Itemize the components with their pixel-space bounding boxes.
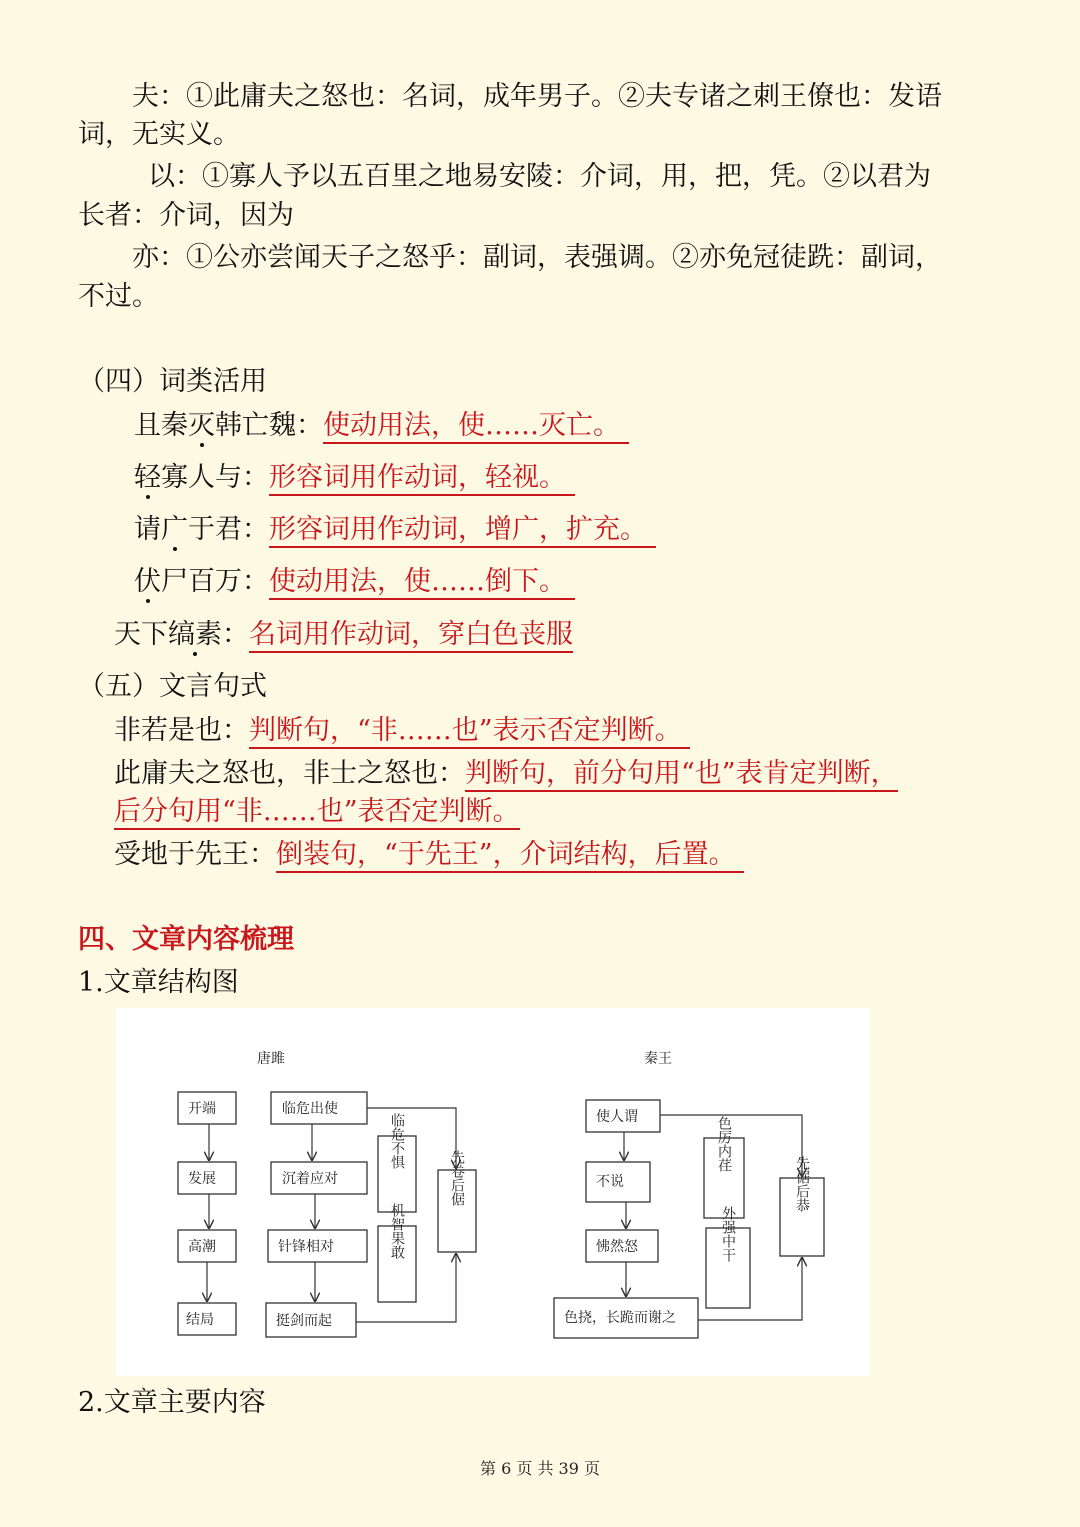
stage-label-4: 结局	[186, 1312, 214, 1328]
answer-text: 形容词用作动词，增广，扩充。	[269, 514, 656, 548]
answer-text: 判断句，“非……也”表示否定判断。	[249, 715, 690, 749]
sentence-pattern-item-continued	[114, 793, 520, 831]
item-suffix: 韩亡魏：	[215, 410, 323, 441]
question-text: 此庸夫之怒也，非士之怒也：	[114, 758, 465, 789]
qin-trait-label-2: 外强中干	[720, 1206, 736, 1262]
answer-text: 判断句，前分句用“也”表肯定判断，	[465, 758, 898, 792]
question-text: 非若是也：	[114, 715, 249, 746]
tang-trait-label-2: 机智果敢	[389, 1203, 405, 1259]
answer-text: 使动用法，使……灭亡。	[323, 410, 629, 444]
sentence-pattern-item	[114, 755, 898, 793]
word-class-item	[134, 511, 656, 549]
answer-text: 倒装句，“于先王”，介词结构，后置。	[276, 839, 744, 873]
item-prefix: 且秦	[134, 410, 188, 441]
tang-action-label-3: 针锋相对	[278, 1239, 334, 1255]
item-suffix: 寡人与：	[161, 462, 269, 493]
stage-label-3: 高潮	[188, 1239, 216, 1255]
part-heading: 四、文章内容梳理	[78, 924, 294, 955]
item-suffix: 于君：	[188, 514, 269, 545]
answer-text: 后分句用“非……也”表否定判断。	[114, 796, 520, 830]
word-class-item	[134, 407, 629, 445]
vocab-fu-line1: 夫：①此庸夫之怒也：名词，成年男子。②夫专诸之刺王僚也：发语	[132, 81, 942, 112]
section-heading-sentence-pattern: （五）文言句式	[78, 671, 267, 702]
vocab-yi-line2: 长者：介词，因为	[78, 200, 294, 231]
qin-action-label-4: 色挠，长跪而谢之	[564, 1310, 676, 1326]
tang-action-label-1: 临危出使	[282, 1101, 338, 1117]
left-title: 唐雎	[257, 1051, 285, 1067]
dotted-char: 广	[161, 514, 188, 545]
vocab-yi2-line2: 不过。	[78, 281, 159, 312]
answer-text: 名词用作动词，穿白色丧服	[249, 619, 573, 653]
right-title: 秦王	[644, 1051, 672, 1067]
tang-summary-label: 先卷后倨	[449, 1150, 465, 1206]
subheading-structure: 1.文章结构图	[78, 967, 239, 998]
stage-label-2: 发展	[188, 1171, 216, 1187]
tang-action-label-2: 沉着应对	[282, 1171, 338, 1187]
dotted-char: 轻	[134, 462, 161, 493]
answer-text: 形容词用作动词，轻视。	[269, 462, 575, 496]
structure-diagram-svg	[116, 1008, 870, 1376]
question-text: 受地于先王：	[114, 839, 276, 870]
item-prefix: 请	[134, 514, 161, 545]
structure-diagram	[116, 1008, 870, 1376]
item-suffix: 尸百万：	[161, 566, 269, 597]
sentence-pattern-item	[114, 836, 744, 874]
item-suffix: ：	[222, 619, 249, 650]
item-prefix: 天下	[114, 619, 168, 650]
sentence-pattern-item	[114, 712, 690, 750]
page-footer: 第 6 页 共 39 页	[480, 1459, 600, 1478]
qin-summary-label: 先倨后恭	[794, 1156, 810, 1212]
word-class-item	[134, 459, 575, 497]
qin-action-label-3: 怫然怒	[596, 1239, 638, 1255]
tang-trait-label-1: 临危不惧	[389, 1113, 405, 1169]
section-heading-word-class: （四）词类活用	[78, 366, 267, 397]
answer-text: 使动用法，使……倒下。	[269, 566, 575, 600]
qin-action-label-1: 使人谓	[596, 1109, 638, 1125]
qin-action-label-2: 不说	[596, 1174, 624, 1190]
tang-action-label-4: 挺剑而起	[276, 1313, 332, 1329]
subheading-main-content: 2.文章主要内容	[78, 1387, 266, 1418]
dotted-char: 缟素	[168, 619, 222, 650]
dotted-char: 灭	[188, 410, 215, 441]
vocab-yi2-line1: 亦：①公亦尝闻天子之怒乎：副词，表强调。②亦免冠徒跣：副词，	[132, 242, 942, 273]
stage-label-1: 开端	[188, 1101, 216, 1117]
vocab-fu-line2: 词，无实义。	[78, 119, 240, 150]
word-class-item	[114, 616, 573, 654]
qin-trait-label-1: 色厉内荏	[716, 1116, 732, 1172]
word-class-item	[134, 563, 575, 601]
vocab-yi-line1: 以：①寡人予以五百里之地易安陵：介词，用，把，凭。②以君为	[148, 161, 931, 192]
dotted-char: 伏	[134, 566, 161, 597]
